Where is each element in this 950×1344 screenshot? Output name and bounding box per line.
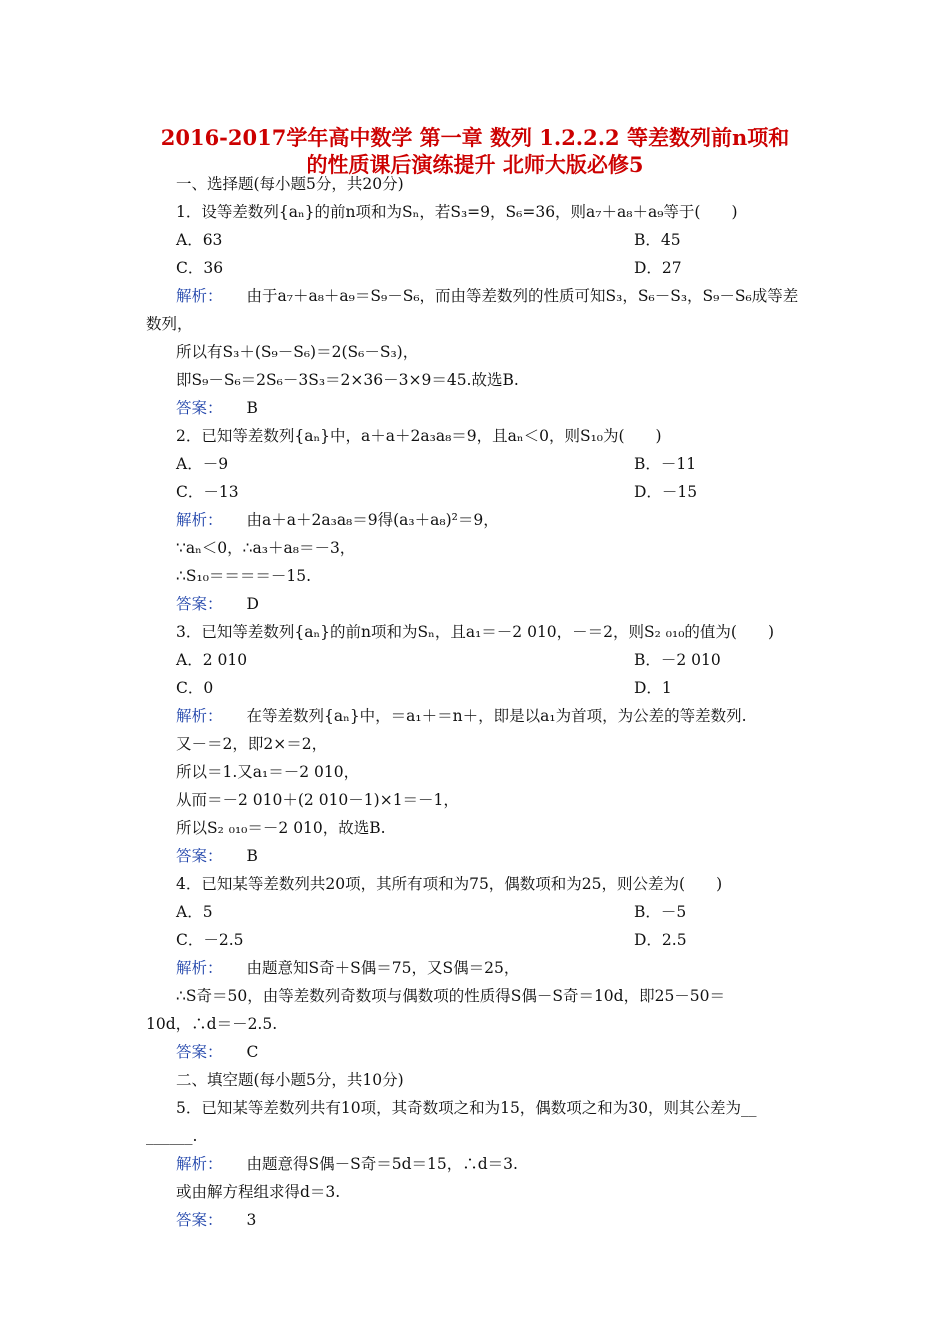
question-1-solution-line-2: 所以有S₃＋(S₉－S₆)＝2(S₆－S₃)， — [176, 343, 419, 361]
question-4-solution-line — [176, 958, 519, 978]
question-2-solution-line-2: ∵aₙ＜0，∴a₃＋a₈＝－3， — [176, 539, 356, 557]
question-3-solution-line-5: 所以S₂ ₀₁₀＝－2 010，故选B. — [176, 819, 386, 837]
question-4-answer — [176, 1042, 258, 1062]
analysis-label: 解析： — [176, 707, 223, 725]
answer-label: 答案： — [176, 1211, 223, 1229]
question-1-answer — [176, 398, 258, 418]
option-c: C．36 — [176, 259, 224, 277]
option-a: A．－9 — [176, 455, 229, 473]
question-1-options-row-1 — [176, 230, 776, 250]
question-3-solution-line — [176, 706, 747, 726]
answer-value: B — [246, 399, 258, 417]
option-b: B．－5 — [634, 903, 687, 921]
option-a: A．5 — [176, 903, 213, 921]
question-1-solution-line-3: 即S₉－S₆＝2S₆－3S₃＝2×36－3×9＝45.故选B. — [176, 371, 519, 389]
question-4-options-row-2 — [176, 930, 776, 950]
question-3-solution-line-3: 所以＝1.又a₁＝－2 010， — [176, 763, 360, 781]
option-c: C．0 — [176, 679, 214, 697]
question-5-solution-line-2: 或由解方程组求得d＝3. — [176, 1183, 341, 1201]
question-2-solution-line — [176, 510, 499, 530]
title-line-1: 2016-2017学年高中数学 第一章 数列 1.2.2.2 等差数列前n项和 — [160, 125, 790, 150]
question-3-options-row-1 — [176, 650, 776, 670]
question-3-options-row-2 — [176, 678, 776, 698]
question-1-stem: 1．设等差数列{aₙ}的前n项和为Sₙ，若S₃=9，S₆=36，则a₇＋a₈＋a₉等于( ) — [176, 203, 738, 221]
solution-text: 在等差数列{aₙ}中，＝a₁＋＝n＋，即是以a₁为首项，为公差的等差数列. — [246, 707, 747, 725]
question-2-stem: 2．已知等差数列{aₙ}中，a＋a＋2a₃a₈＝9，且aₙ＜0，则S₁₀为( ) — [176, 427, 662, 445]
answer-value: C — [246, 1043, 259, 1061]
option-d: D．2.5 — [634, 931, 687, 949]
option-a: A．2 010 — [176, 651, 248, 669]
question-2-answer — [176, 594, 259, 614]
question-1-options-row-2 — [176, 258, 776, 278]
option-c: C．－13 — [176, 483, 239, 501]
option-a: A．63 — [176, 231, 223, 249]
question-3-answer — [176, 846, 258, 866]
question-2-options-row-2 — [176, 482, 776, 502]
analysis-label: 解析： — [176, 959, 223, 977]
answer-value: 3 — [246, 1211, 257, 1229]
option-c: C．－2.5 — [176, 931, 244, 949]
option-b: B．－2 010 — [634, 651, 721, 669]
analysis-label: 解析： — [176, 287, 223, 305]
answer-value: D — [246, 595, 259, 613]
option-d: D．27 — [634, 259, 682, 277]
solution-text: 由a＋a＋2a₃a₈＝9得(a₃＋a₈)²＝9， — [246, 511, 499, 529]
option-b: B．45 — [634, 231, 681, 249]
question-2-solution-line-3: ∴S₁₀＝＝＝＝－15. — [176, 567, 312, 585]
question-4-solution-line-2: ∴S奇＝50，由等差数列奇数项与偶数项的性质得S偶－S奇＝10d，即25－50＝ — [176, 987, 726, 1005]
option-d: D．1 — [634, 679, 672, 697]
solution-text: 由题意得S偶－S奇＝5d＝15，∴d＝3. — [246, 1155, 518, 1173]
question-5-answer — [176, 1210, 256, 1230]
solution-text: 由题意知S奇＋S偶＝75，又S偶＝25， — [246, 959, 520, 977]
analysis-label: 解析： — [176, 511, 223, 529]
answer-label: 答案： — [176, 399, 223, 417]
question-3-solution-line-2: 又－＝2，即2×＝2， — [176, 735, 328, 753]
question-5-stem-wrap: ______. — [146, 1127, 198, 1145]
option-d: D．－15 — [634, 483, 698, 501]
question-5-solution-line — [176, 1154, 518, 1174]
answer-label: 答案： — [176, 595, 223, 613]
question-3-solution-line-4: 从而＝－2 010＋(2 010－1)×1＝－1， — [176, 791, 459, 809]
question-1-solution-line — [176, 286, 798, 306]
analysis-label: 解析： — [176, 1155, 223, 1173]
answer-label: 答案： — [176, 847, 223, 865]
solution-text: 由于a₇＋a₈＋a₉＝S₉－S₆，而由等差数列的性质可知S₃，S₆－S₃，S₉－S₆成等差 — [246, 287, 799, 305]
option-b: B．－11 — [634, 455, 697, 473]
question-4-solution-wrap: 10d，∴d＝－2.5. — [146, 1015, 278, 1033]
section-heading-choice: 一、选择题(每小题5分，共20分) — [176, 175, 404, 193]
question-1-solution-wrap: 数列， — [146, 315, 193, 333]
answer-label: 答案： — [176, 1043, 223, 1061]
title-line-2: 的性质课后演练提升 北师大版必修5 — [306, 152, 644, 177]
question-4-options-row-1 — [176, 902, 776, 922]
question-4-stem: 4．已知某等差数列共20项，其所有项和为75，偶数项和为25，则公差为( ) — [176, 875, 723, 893]
question-2-options-row-1 — [176, 454, 776, 474]
document-title — [120, 124, 830, 178]
answer-value: B — [246, 847, 258, 865]
question-5-stem: 5．已知某等差数列共有10项，其奇数项之和为15，偶数项之和为30，则其公差为__ — [176, 1099, 757, 1117]
section-heading-fill: 二、填空题(每小题5分，共10分) — [176, 1071, 404, 1089]
question-3-stem: 3．已知等差数列{aₙ}的前n项和为Sₙ，且a₁＝－2 010，－＝2，则S₂ ₀₁₀的值为( ) — [176, 623, 775, 641]
